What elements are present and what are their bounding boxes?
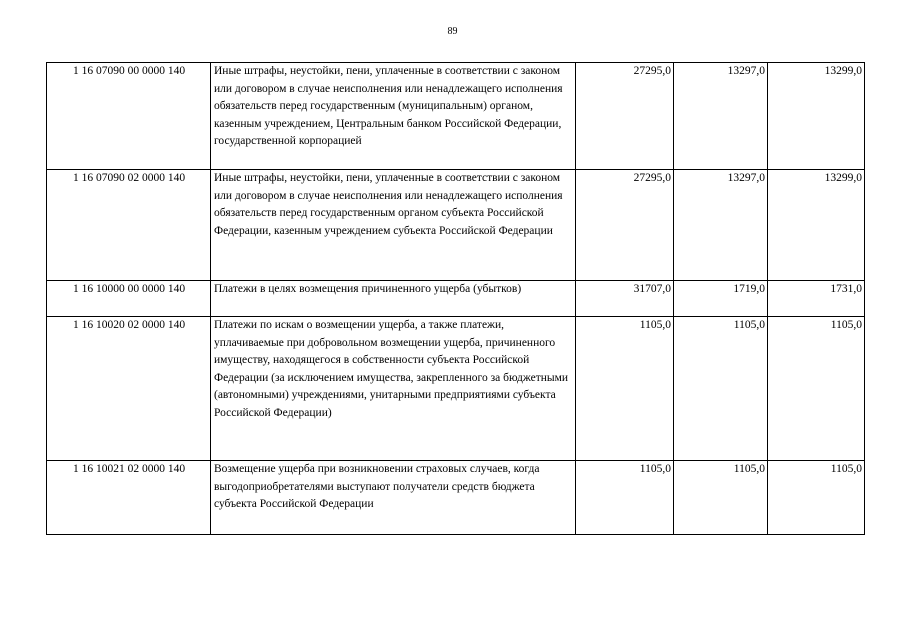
revenue-description: Иные штрафы, неустойки, пени, уплаченные в соответствии с законом или договором в случае неисполнения или ненадлежащего исполнения обязательств перед государственным (муниципальным) органом, казенным учреждением, Центральным банком Российской Федерации, государственной корпорацией bbox=[211, 63, 576, 170]
budget-code: 1 16 10000 00 0000 140 bbox=[47, 281, 211, 317]
amount-year-1: 1105,0 bbox=[576, 317, 674, 461]
budget-code: 1 16 10020 02 0000 140 bbox=[47, 317, 211, 461]
budget-code: 1 16 07090 02 0000 140 bbox=[47, 170, 211, 281]
amount-year-3: 1105,0 bbox=[768, 461, 865, 535]
revenue-description: Возмещение ущерба при возникновении страховых случаев, когда выгодоприобретателями выступают получатели средств бюджета субъекта Российской Федерации bbox=[211, 461, 576, 535]
amount-year-2: 1719,0 bbox=[674, 281, 768, 317]
table-row bbox=[47, 317, 865, 461]
amount-year-2: 1105,0 bbox=[674, 461, 768, 535]
amount-year-2: 13297,0 bbox=[674, 170, 768, 281]
revenue-description: Платежи в целях возмещения причиненного ущерба (убытков) bbox=[211, 281, 576, 317]
amount-year-2: 13297,0 bbox=[674, 63, 768, 170]
revenue-description: Иные штрафы, неустойки, пени, уплаченные в соответствии с законом или договором в случае неисполнения или ненадлежащего исполнения обязательств перед государственным органом субъекта Российской Федерации, казенным учреждением субъекта Российской Федерации bbox=[211, 170, 576, 281]
table-row bbox=[47, 461, 865, 535]
table-row bbox=[47, 63, 865, 170]
amount-year-3: 13299,0 bbox=[768, 63, 865, 170]
table-row bbox=[47, 170, 865, 281]
budget-code: 1 16 07090 00 0000 140 bbox=[47, 63, 211, 170]
amount-year-1: 1105,0 bbox=[576, 461, 674, 535]
budget-code: 1 16 10021 02 0000 140 bbox=[47, 461, 211, 535]
budget-revenue-table bbox=[46, 62, 865, 535]
page-number: 89 bbox=[447, 26, 458, 37]
revenue-description: Платежи по искам о возмещении ущерба, а также платежи, уплачиваемые при добровольном возмещении ущерба, причиненного имуществу, находящегося в собственности субъекта Российской Федерации (за исключением имущества, закрепленного за бюджетными (автономными) учреждениями, унитарными предприятиями субъекта Российской Федерации) bbox=[211, 317, 576, 461]
amount-year-3: 1105,0 bbox=[768, 317, 865, 461]
amount-year-1: 31707,0 bbox=[576, 281, 674, 317]
table-row bbox=[47, 281, 865, 317]
amount-year-3: 1731,0 bbox=[768, 281, 865, 317]
amount-year-3: 13299,0 bbox=[768, 170, 865, 281]
amount-year-1: 27295,0 bbox=[576, 170, 674, 281]
amount-year-2: 1105,0 bbox=[674, 317, 768, 461]
amount-year-1: 27295,0 bbox=[576, 63, 674, 170]
